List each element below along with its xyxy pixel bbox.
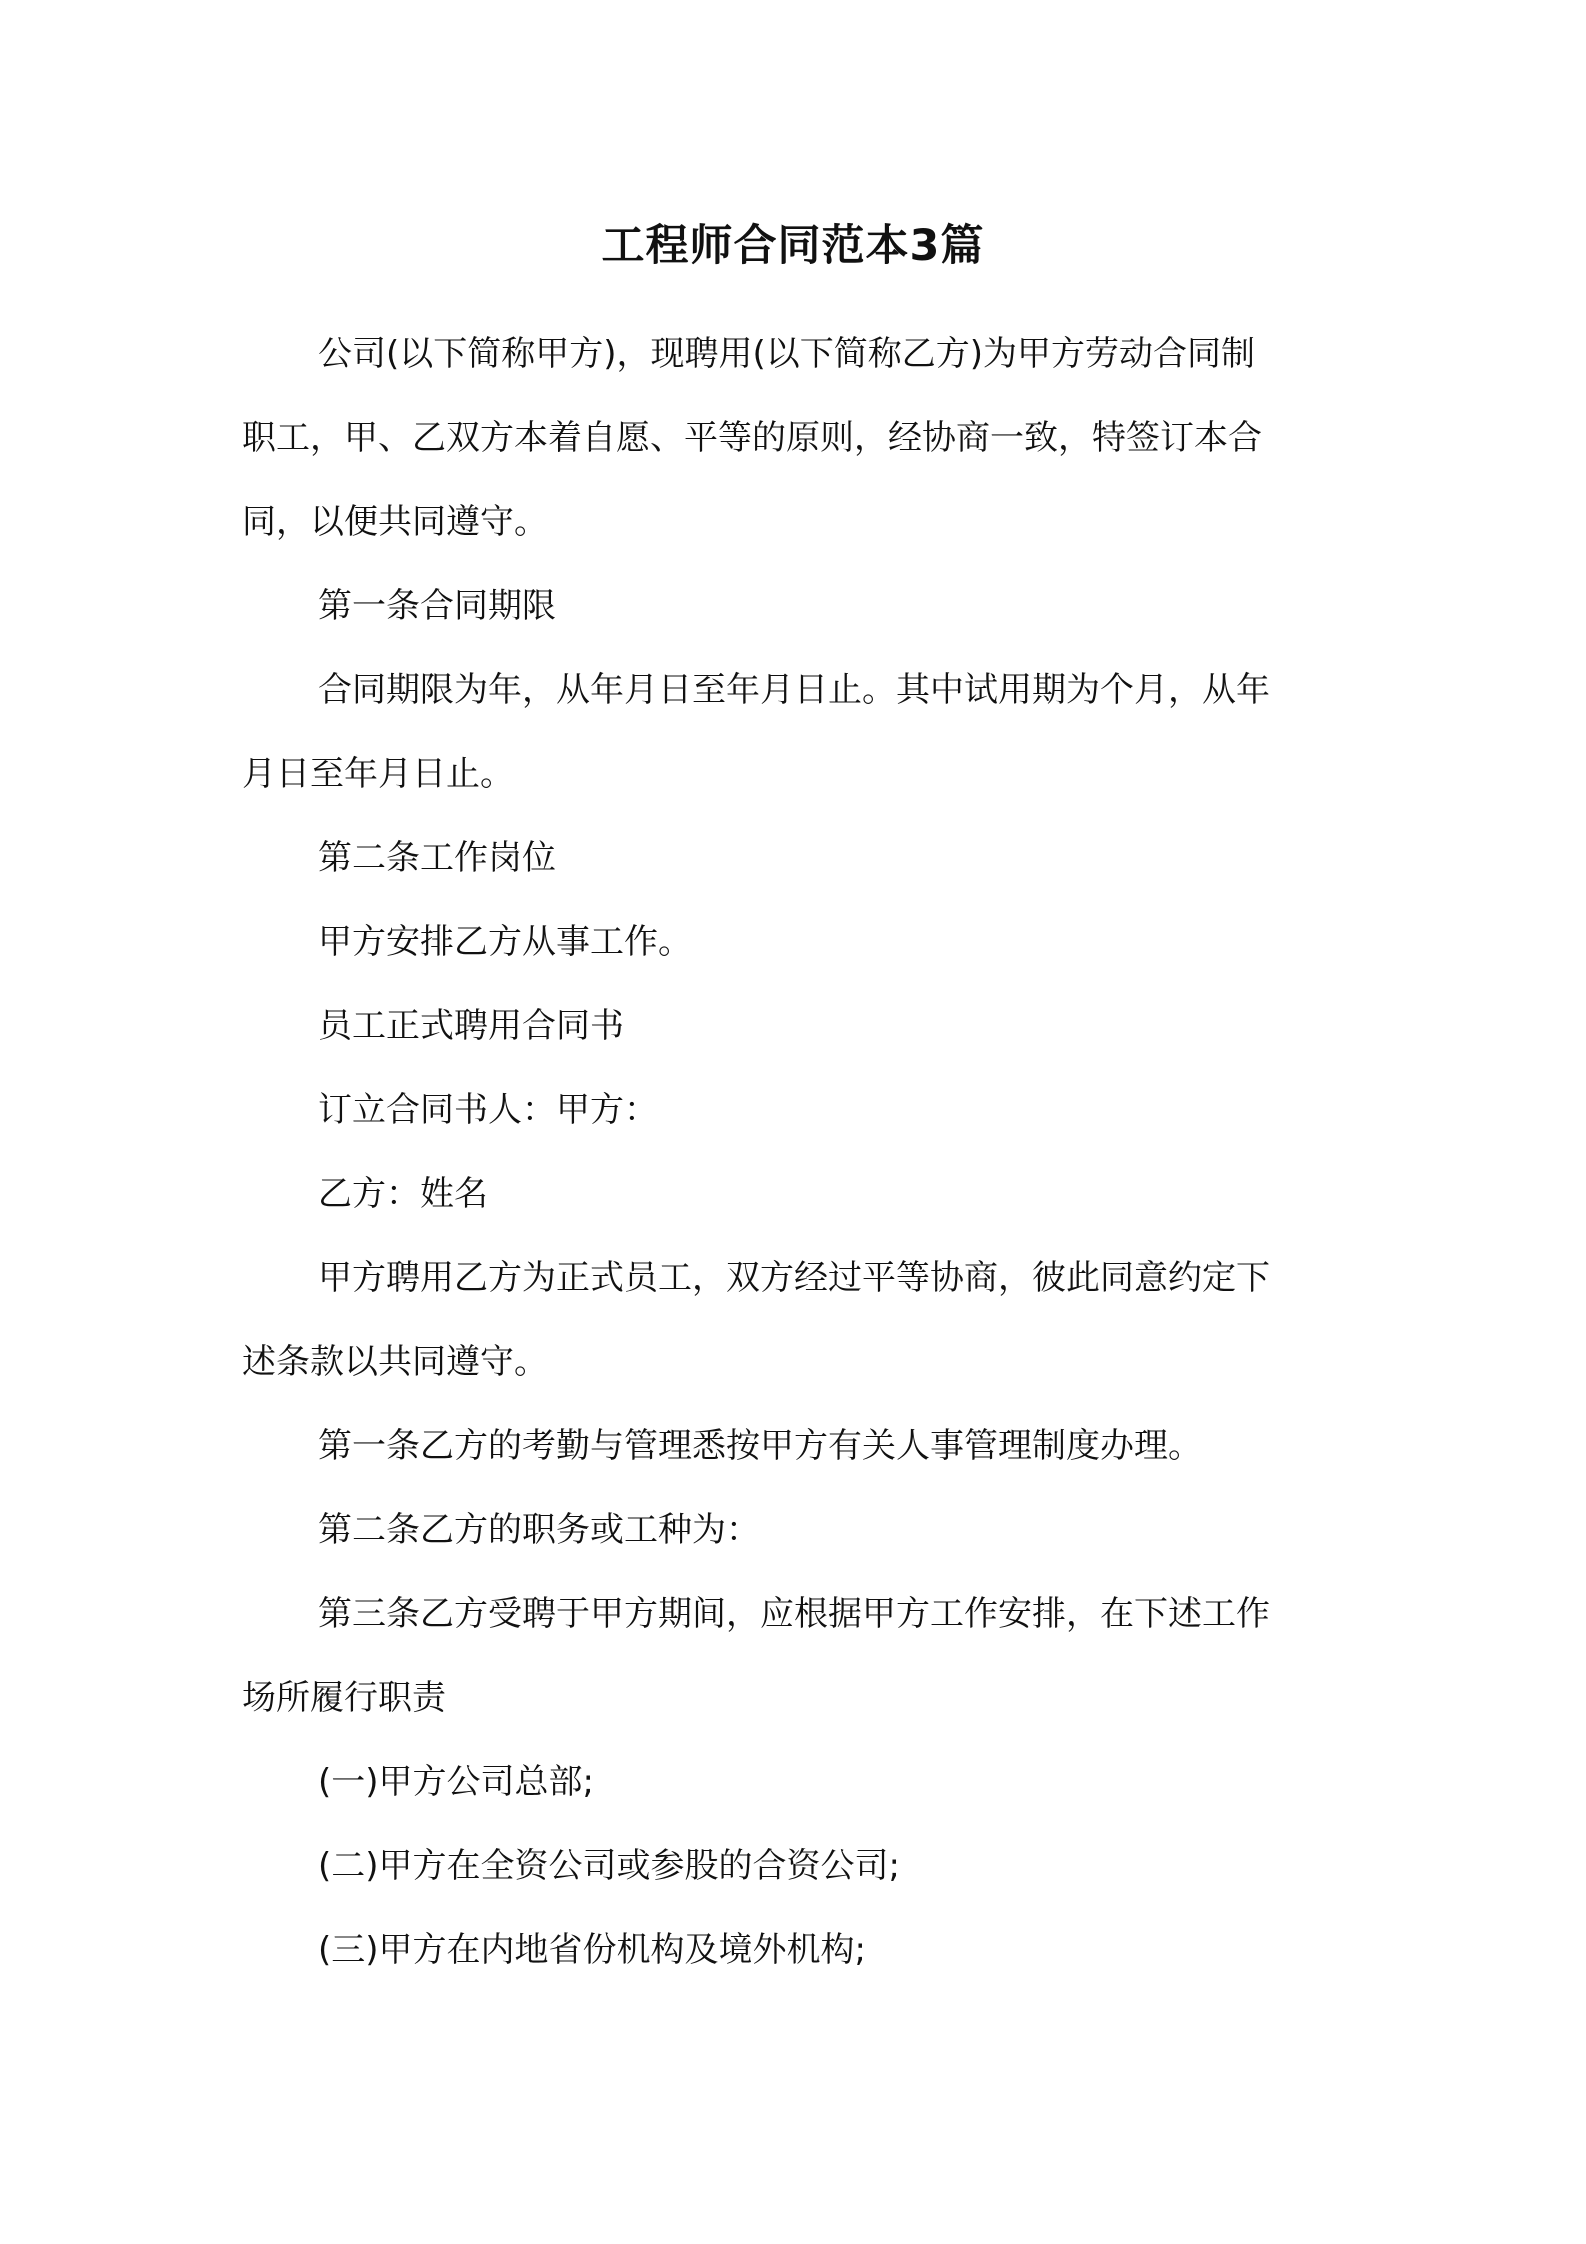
list-item-workplace-2 xyxy=(242,1824,1360,1908)
paragraph-article-3-workplace xyxy=(242,1572,1360,1740)
paragraph-line: (二)甲方在全资公司或参股的合资公司; xyxy=(318,1846,900,1886)
document-title: 工程师合同范本3篇 xyxy=(601,221,985,271)
paragraph-line: 第一条合同期限 xyxy=(318,586,556,626)
paragraph-agreement xyxy=(242,1236,1360,1404)
paragraph-job-assignment xyxy=(242,900,1360,984)
list-item-workplace-1 xyxy=(242,1740,1360,1824)
heading-article-2-position xyxy=(242,816,1360,900)
paragraph-line: (三)甲方在内地省份机构及境外机构; xyxy=(318,1930,866,1970)
paragraph-line: 订立合同书人：甲方： xyxy=(318,1090,658,1130)
paragraph-line: 员工正式聘用合同书 xyxy=(318,1006,624,1046)
paragraph-line: 同，以便共同遵守。 xyxy=(242,502,548,542)
paragraph-line: 第一条乙方的考勤与管理悉按甲方有关人事管理制度办理。 xyxy=(318,1426,1202,1466)
paragraph-line: 第三条乙方受聘于甲方期间，应根据甲方工作安排，在下述工作 xyxy=(318,1594,1270,1634)
paragraph-line: 第二条工作岗位 xyxy=(318,838,556,878)
paragraph-intro xyxy=(242,312,1360,564)
paragraph-line: 公司(以下简称甲方)，现聘用(以下简称乙方)为甲方劳动合同制 xyxy=(318,334,1256,374)
paragraph-line: 述条款以共同遵守。 xyxy=(242,1342,548,1382)
paragraph-line: 第二条乙方的职务或工种为： xyxy=(318,1510,760,1550)
paragraph-article-1-attendance xyxy=(242,1404,1360,1488)
paragraph-line: 合同期限为年，从年月日至年月日止。其中试用期为个月，从年 xyxy=(318,670,1270,710)
paragraph-line: 乙方：姓名 xyxy=(318,1174,488,1214)
paragraph-line: 甲方安排乙方从事工作。 xyxy=(318,922,692,962)
paragraph-line: 职工，甲、乙双方本着自愿、平等的原则，经协商一致，特签订本合 xyxy=(242,418,1262,458)
paragraph-line: 场所履行职责 xyxy=(242,1678,446,1718)
paragraph-contract-term xyxy=(242,648,1360,816)
paragraph-article-2-duty xyxy=(242,1488,1360,1572)
paragraph-line: 甲方聘用乙方为正式员工，双方经过平等协商，彼此同意约定下 xyxy=(318,1258,1270,1298)
list-item-workplace-3 xyxy=(242,1908,1360,1992)
heading-employment-contract xyxy=(242,984,1360,1068)
paragraph-party-b xyxy=(242,1152,1360,1236)
paragraph-party-a xyxy=(242,1068,1360,1152)
paragraph-line: 月日至年月日止。 xyxy=(242,754,514,794)
heading-article-1-term xyxy=(242,564,1360,648)
paragraph-line: (一)甲方公司总部; xyxy=(318,1762,594,1802)
